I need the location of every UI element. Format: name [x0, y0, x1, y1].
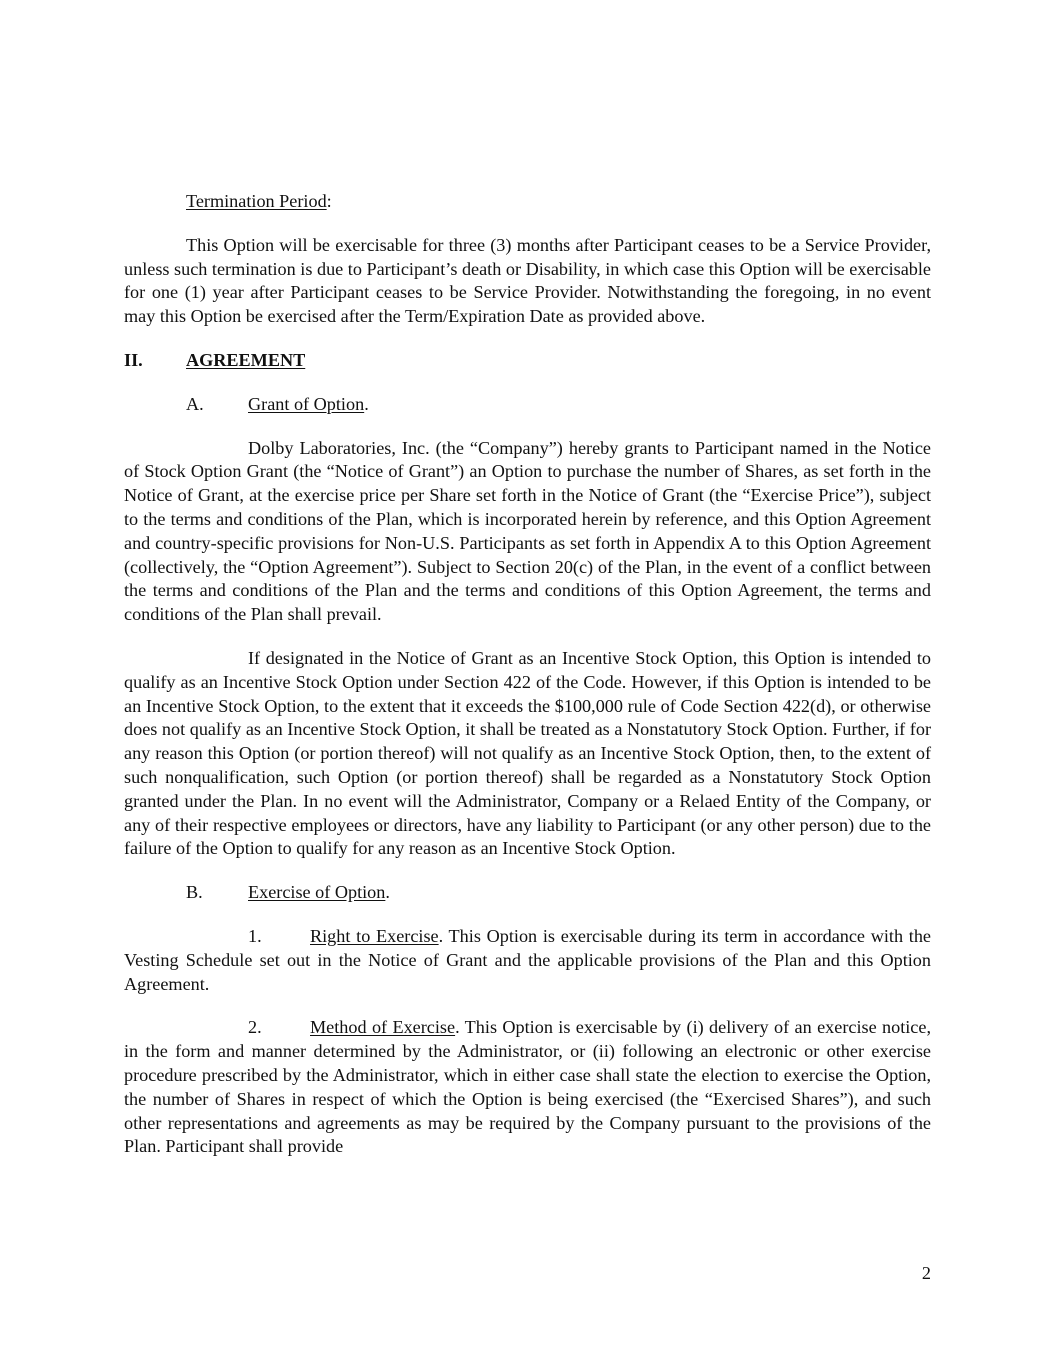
item-text: . This Option is exercisable by (i) delivery of an exercise notice, in the form and manner determined by the Administrator, or (ii) following an electronic or other exercise procedure prescribed by the Administrator, which in either case shall state the election to exercise the Option, the number of Shares in respect of which the Option is being exercised (the “Exercised Shares”), and such other representations and agreements as may be required by the Company pursuant to the provisions of the Plan. Participant shall provide: [124, 1017, 932, 1157]
subsection-title: Exercise of Option: [248, 882, 386, 903]
termination-period-paragraph: This Option will be exercisable for three (3) months after Participant ceases to be a Service Provider, unless such termination is due to Participant’s death or Disability, in which case this Option will be exercisable for one (1) year after Participant ceases to be Service Provider. Notwithstanding the foregoing, in no event may this Option be exercised after the Term/Expiration Date as provided above.: [124, 234, 931, 327]
document-page: [124, 190, 931, 1159]
item-number: 2.: [248, 1017, 262, 1038]
item-number: 1.: [248, 925, 262, 946]
subsection-title-period: .: [385, 882, 390, 903]
subsection-letter: A.: [186, 393, 204, 414]
section-title: AGREEMENT: [186, 349, 306, 370]
subsection-heading-exercise: [124, 881, 931, 905]
grant-paragraph-1: Dolby Laboratories, Inc. (the “Company”) hereby grants to Participant named in the Notice of Stock Option Grant (the “Notice of Grant”) an Option to purchase the number of Shares, as set forth in the Notice of Grant, at the exercise price per Share set forth in the Notice of Grant (the “Exercise Price”), subject to the terms and conditions of the Plan, which is incorporated herein by reference, and this Option Agreement and country-specific provisions for Non-U.S. Participants as set forth in Appendix A to this Option Agreement (collectively, the “Option Agreement”). Subject to Section 20(c) of the Plan, in the event of a conflict between the terms and conditions of the Plan and the terms and conditions of this Option Agreement, the terms and conditions of the Plan shall prevail.: [124, 437, 931, 625]
item-title: Right to Exercise: [310, 925, 439, 946]
section-heading-agreement: [124, 349, 931, 373]
section-number: II.: [124, 349, 143, 370]
subsection-title-period: .: [364, 393, 369, 414]
subsection-heading-grant: [124, 393, 931, 417]
item-text: . This Option is exercisable during its term in accordance with the Vesting Schedule set out in the Notice of Grant and the applicable provisions of the Plan and this Option Agreement.: [124, 925, 931, 994]
subsection-letter: B.: [186, 882, 203, 903]
right-to-exercise-paragraph: [124, 925, 931, 996]
item-title: Method of Exercise: [310, 1017, 456, 1038]
termination-period-heading: [124, 190, 931, 214]
method-of-exercise-paragraph: [124, 1016, 931, 1159]
termination-period-colon: :: [326, 191, 332, 211]
page-number: 2: [921, 1263, 931, 1283]
grant-paragraph-2: If designated in the Notice of Grant as an Incentive Stock Option, this Option is intended to qualify as an Incentive Stock Option under Section 422 of the Code. However, if this Option is intended to be an Incentive Stock Option, to the extent that it exceeds the $100,000 rule of Code Section 422(d), or otherwise does not qualify as an Incentive Stock Option, it shall be treated as a Nonstatutory Stock Option. Further, if for any reason this Option (or portion thereof) will not qualify as an Incentive Stock Option, then, to the extent of such nonqualification, such Option (or portion thereof) shall be regarded as a Nonstatutory Stock Option granted under the Plan. In no event will the Administrator, Company or a Relaed Entity of the Company, or any of their respective employees or directors, have any liability to Participant (or any other person) due to the failure of the Option to qualify for any reason as an Incentive Stock Option.: [124, 647, 931, 859]
termination-period-title: Termination Period: [186, 191, 327, 211]
subsection-title: Grant of Option: [248, 393, 365, 414]
